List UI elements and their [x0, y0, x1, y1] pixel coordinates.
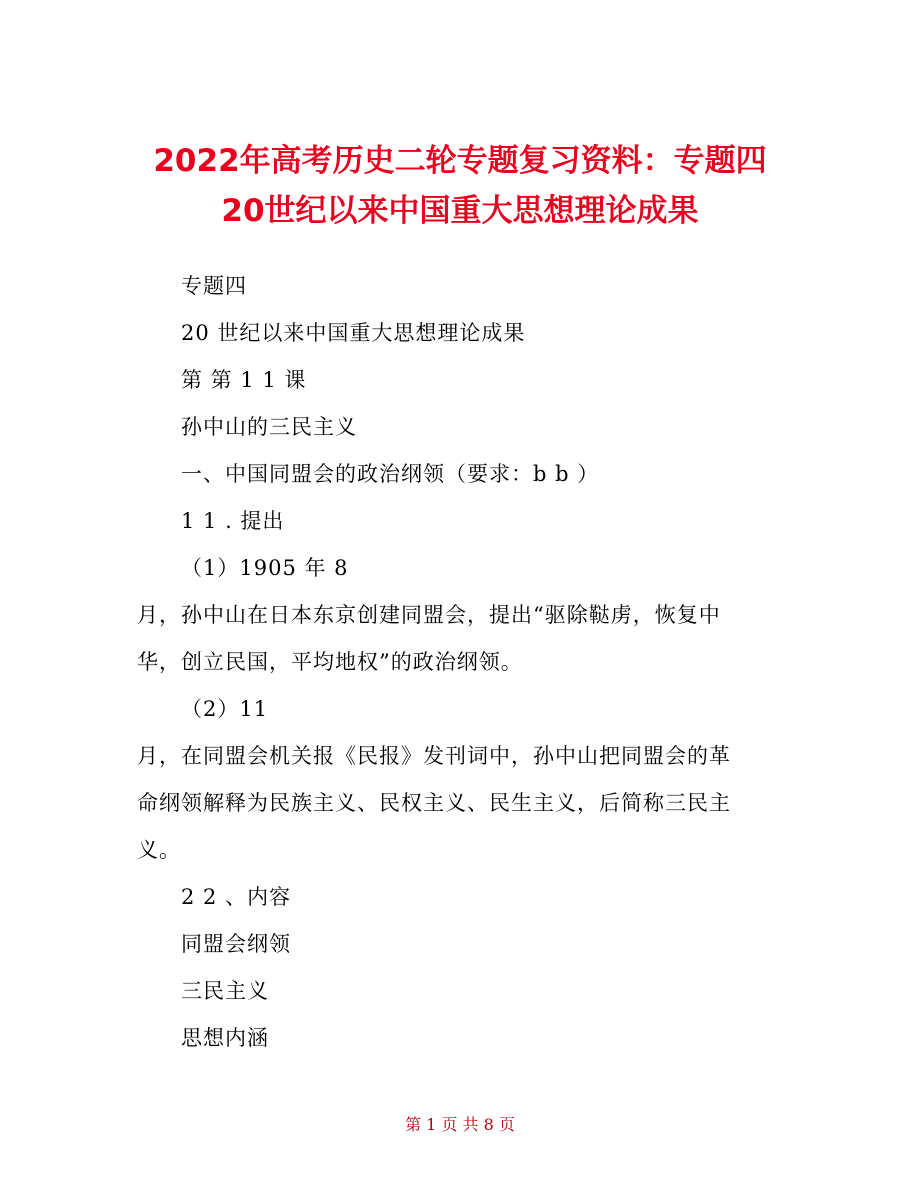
list-item-2-start: （2）11	[181, 697, 269, 721]
table-label-connotation: 思想内涵	[181, 1026, 269, 1050]
paragraph-line: 月，孙中山在日本东京创建同盟会，提出“驱除鞑虏，恢复中	[137, 603, 721, 627]
paragraph-lesson: 第 第 1 1 课	[181, 368, 307, 392]
paragraph-line: 华，创立民国，平均地权”的政治纲领。	[137, 650, 523, 674]
list-item-1-start: （1）1905 年 8	[181, 556, 349, 580]
subheading-proposal: 1 1 . 提出	[181, 509, 285, 533]
table-label-program: 同盟会纲领	[181, 932, 291, 956]
subheading-content: 2 2 、内容	[181, 885, 292, 909]
paragraph-topic-title: 20 世纪以来中国重大思想理论成果	[181, 321, 526, 345]
section-heading: 一、中国同盟会的政治纲领（要求：b b ）	[181, 462, 600, 486]
paragraph-line: 义。	[137, 838, 181, 862]
table-label-principles: 三民主义	[181, 979, 269, 1003]
paragraph-line: 命纲领解释为民族主义、民权主义、民生主义，后简称三民主	[137, 791, 731, 815]
document-title-line-1: 2022年高考历史二轮专题复习资料：专题四	[153, 142, 767, 179]
paragraph-lesson-title: 孙中山的三民主义	[181, 415, 357, 439]
paragraph-topic: 专题四	[181, 274, 247, 298]
page-footer: 第 1 页 共 8 页	[405, 1115, 515, 1134]
document-title-line-2: 20世纪以来中国重大思想理论成果	[221, 192, 699, 229]
paragraph-line: 月，在同盟会机关报《民报》发刊词中，孙中山把同盟会的革	[137, 744, 731, 768]
